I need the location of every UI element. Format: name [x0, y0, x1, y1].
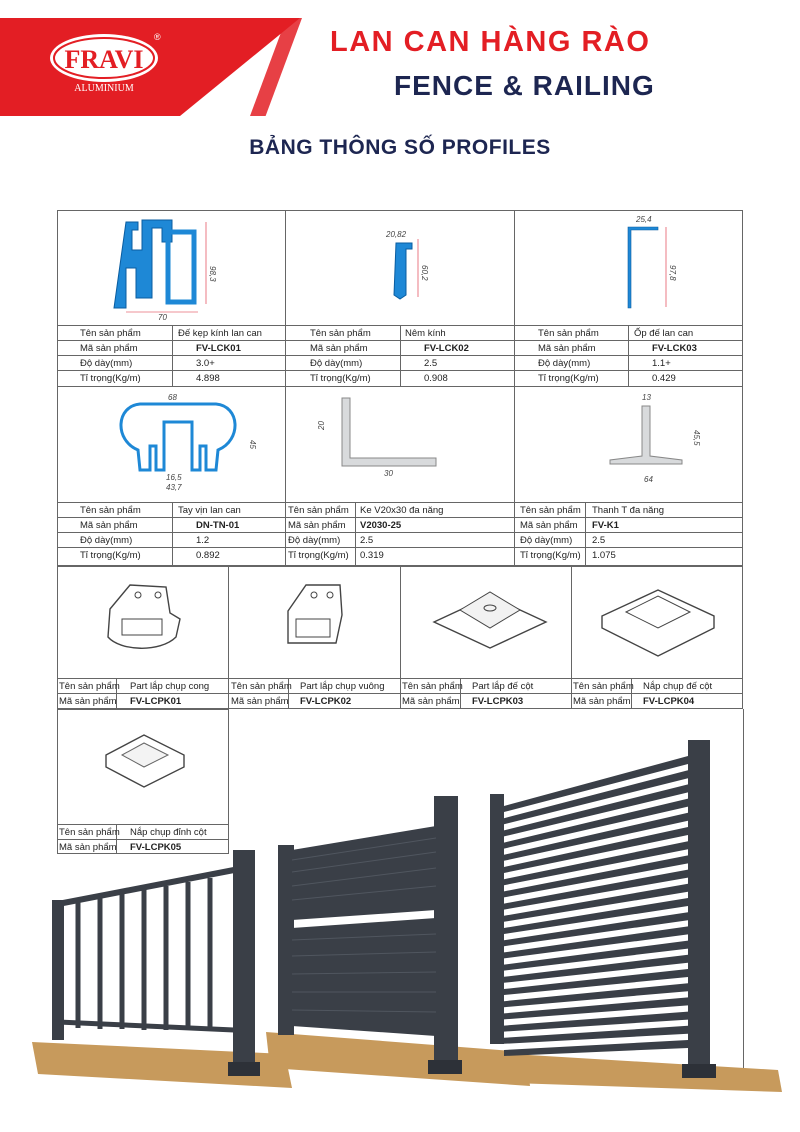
- fence-illustration: [30, 730, 790, 1100]
- svg-text:60,2: 60,2: [420, 265, 429, 281]
- profile-fv-lck01-drawing: [110, 214, 240, 322]
- svg-text:25,4: 25,4: [636, 215, 652, 224]
- profile-fv-k1-drawing: [612, 390, 722, 490]
- part-lcpk01-drawing: [100, 575, 190, 665]
- svg-text:68: 68: [168, 393, 177, 402]
- svg-text:97,8: 97,8: [668, 265, 677, 281]
- svg-text:64: 64: [644, 475, 653, 484]
- page-title-en: FENCE & RAILING: [394, 70, 655, 101]
- louvre-slat: [504, 1040, 688, 1056]
- svg-text:45,5: 45,5: [692, 430, 701, 446]
- svg-text:20,82: 20,82: [386, 230, 407, 239]
- table-heading: BẢNG THÔNG SỐ PROFILES: [249, 136, 551, 159]
- svg-text:13: 13: [642, 393, 651, 402]
- svg-text:16,5: 16,5: [166, 473, 182, 482]
- page-title-vi: LAN CAN HÀNG RÀO: [330, 26, 651, 58]
- profile-dn-tn-01-drawing: [110, 390, 260, 498]
- part-lcpk02-drawing: [276, 575, 356, 665]
- svg-text:30: 30: [384, 469, 393, 478]
- svg-text:43,7: 43,7: [166, 483, 182, 492]
- profile-fv-lck02-drawing: [380, 225, 440, 305]
- profile-v2030-drawing: [318, 396, 448, 486]
- svg-text:20: 20: [317, 421, 326, 430]
- svg-text:70: 70: [158, 313, 167, 322]
- part-lcpk03-drawing: [430, 578, 550, 658]
- svg-text:98,3: 98,3: [208, 266, 217, 282]
- logo-wordmark: FRAVI: [64, 45, 144, 74]
- logo-sub: ALUMINIUM: [74, 83, 134, 94]
- svg-text:45: 45: [248, 440, 257, 449]
- svg-text:®: ®: [154, 32, 161, 42]
- profile-fv-lck03-drawing: [610, 213, 680, 313]
- fravi-logo: [48, 32, 161, 94]
- part-lcpk04-drawing: [596, 578, 720, 666]
